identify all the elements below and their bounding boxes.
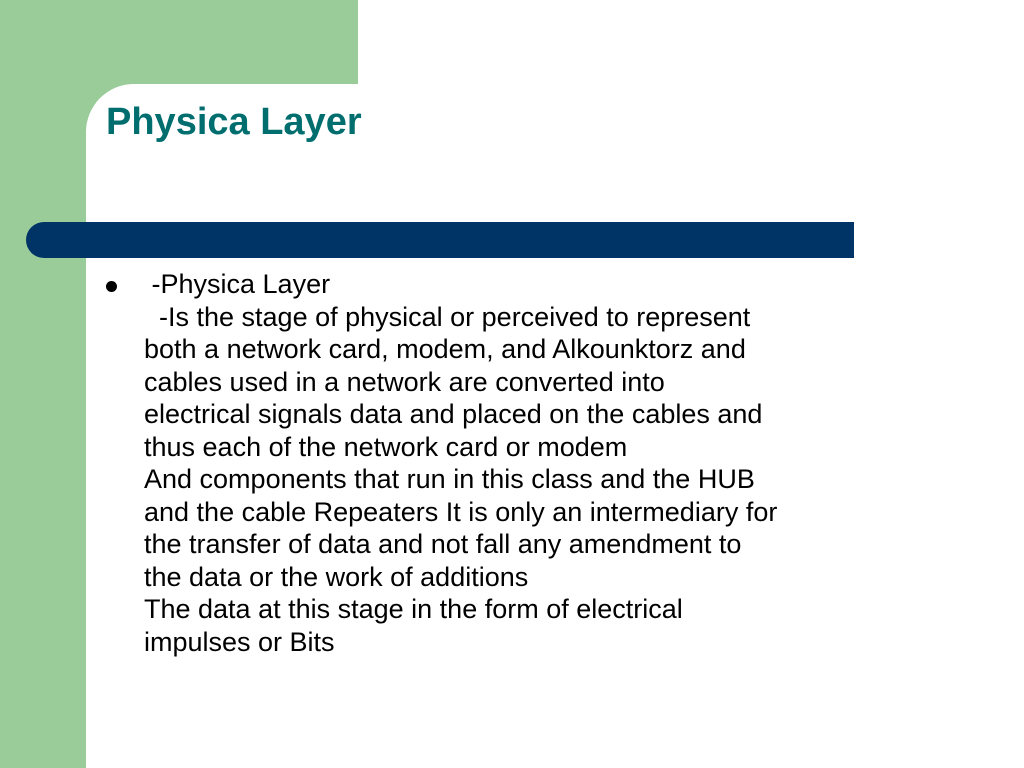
bullet-line: -Is the stage of physical or perceived to represent bbox=[144, 301, 751, 332]
bullet-dot-icon bbox=[106, 281, 117, 292]
bullet-line: electrical signals data and placed on the cables and bbox=[144, 399, 763, 429]
bullet-line: the data or the work of additions bbox=[144, 561, 529, 592]
bullet-line: cables used in a network are converted into bbox=[144, 366, 665, 397]
green-sidebar-band bbox=[0, 0, 86, 768]
bullet-line: And components that run in this class and the HUB bbox=[144, 464, 755, 494]
bullet-line: thus each of the network card or modem bbox=[144, 431, 628, 462]
bullet-line: and the cable Repeaters It is only an intermediary for bbox=[144, 496, 778, 527]
bullet-line: the transfer of data and not fall any amendment to bbox=[144, 529, 742, 559]
title-divider-bar bbox=[26, 222, 854, 258]
bullet-line: impulses or Bits bbox=[144, 626, 335, 657]
bullet-line: -Physica Layer bbox=[144, 269, 331, 299]
bullet-line: both a network card, modem, and Alkounktorz and bbox=[144, 334, 746, 364]
slide-title: Physica Layer bbox=[106, 101, 362, 143]
bullet-item bbox=[100, 268, 960, 658]
bullet-list bbox=[100, 268, 960, 658]
bullet-line: The data at this stage in the form of electrical bbox=[144, 594, 683, 624]
